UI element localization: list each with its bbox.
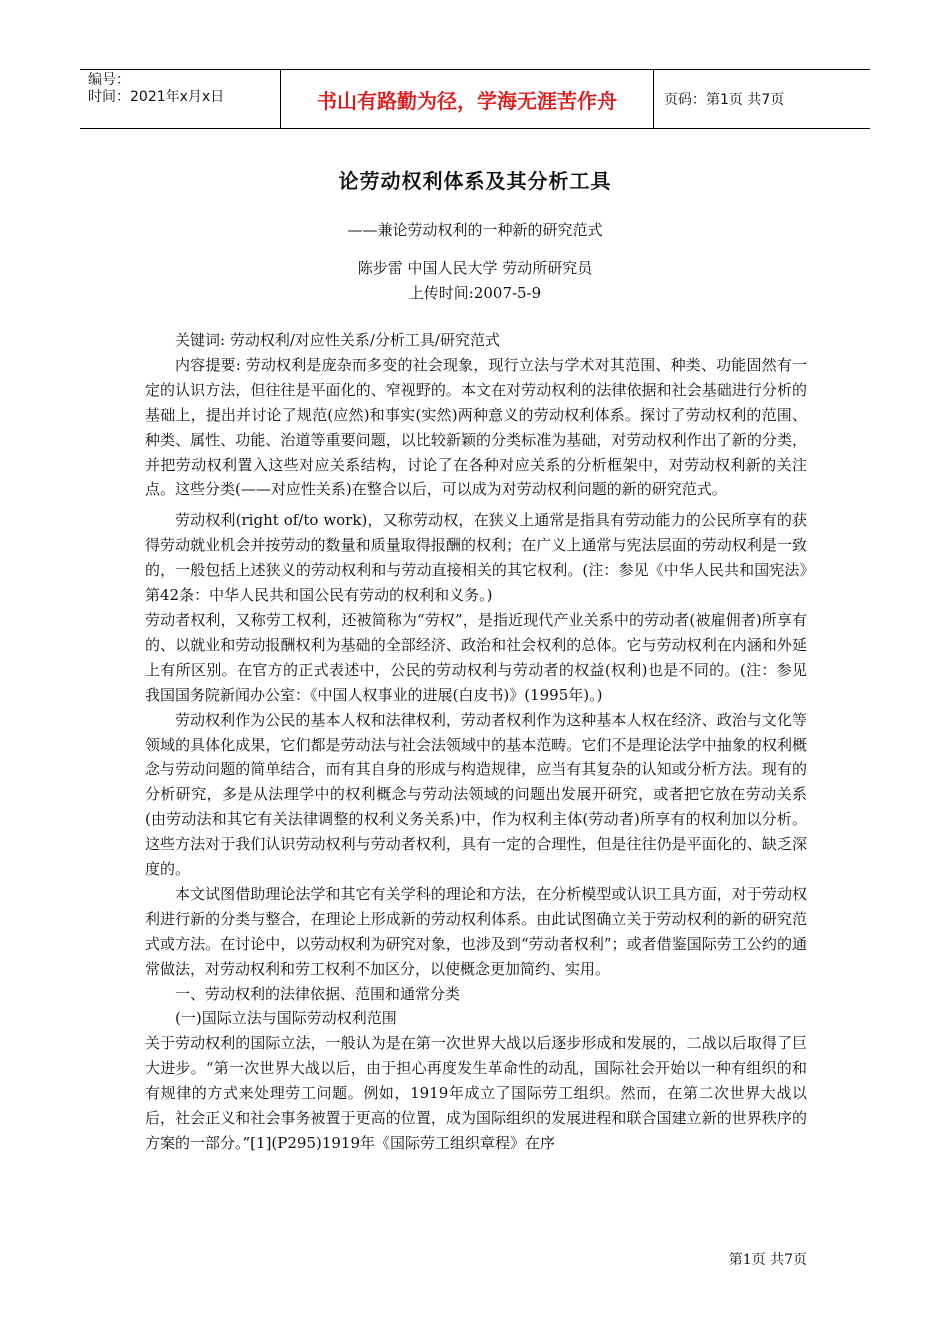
header-table — [80, 69, 870, 129]
body-paragraph: 本文试图借助理论法学和其它有关学科的理论和方法，在分析模型或认识工具方面，对于劳动权利进行新的分类与整合，在理论上形成新的劳动权利体系。由此试图确立关于劳动权利的新的研究范式或方法。在讨论中，以劳动权利为研究对象，也涉及到“劳动者权利”；或者借鉴国际劳工公约的通常做法，对劳动权利和劳工权利不加区分，以使概念更加简约、实用。 — [145, 884, 807, 978]
document-subtitle: ——兼论劳动权利的一种新的研究范式 — [347, 221, 603, 239]
abstract-paragraph: 内容提要: 劳动权利是庞杂而多变的社会现象，现行立法与学术对其范围、种类、功能固然有一定的认识方法，但往往是平面化的、窄视野的。本文在对劳动权利的法律依据和社会基础进行分析的基础上，提出并讨论了规范(应然)和事实(实然)两种意义的劳动权利体系。探讨了劳动权利的范围、种类、属性、功能、治道等重要问题，以比较新颖的分类标准为基础，对劳动权利作出了新的分类，并把劳动权利置入这些对应关系结构，讨论了在各种对应关系的分析框架中，对劳动权利新的关注点。这些分类(——对应性关系)在整合以后，可以成为对劳动权利问题的新的研究范式。 — [145, 355, 807, 499]
author-line: 陈步雷 中国人民大学 劳动所研究员 — [357, 259, 593, 277]
body-paragraph: 劳动者权利，又称劳工权利，还被简称为“劳权”，是指近现代产业关系中的劳动者(被雇佣者)所享有的、以就业和劳动报酬权利为基础的全部经济、政治和社会权利的总体。它与劳动权利在内涵和外延上有所区别。在官方的正式表述中，公民的劳动权利与劳动者的权益(权利)也是不同的。(注：参见我国国务院新闻办公室：《中国人权事业的进展(白皮书)》(1995年)。) — [145, 610, 807, 704]
keywords-paragraph: 关键词: 劳动权利/对应性关系/分析工具/研究范式 — [175, 331, 500, 349]
number-label: 编号： — [88, 72, 130, 88]
header-meta-cell — [80, 70, 281, 128]
page-code: 页码：第1页 共7页 — [664, 92, 785, 108]
document-title: 论劳动权利体系及其分析工具 — [338, 169, 612, 193]
time-label: 时间：2021年x月x日 — [88, 89, 225, 105]
upload-time: 上传时间:2007-5-9 — [408, 284, 542, 302]
page-footer: 第1页 共7页 — [728, 1252, 807, 1268]
body-paragraph: 劳动权利(right of/to work)，又称劳动权，在狭义上通常是指具有劳动能力的公民所享有的获得劳动就业机会并按劳动的数量和质量取得报酬的权利；在广义上通常与宪法层面的劳动权利是一致的，一般包括上述狭义的劳动权利和与劳动直接相关的其它权利。(注：参见《中华人民共和国宪法》第42条：中华人民共和国公民有劳动的权利和义务。) — [145, 511, 807, 605]
body-paragraph: 关于劳动权利的国际立法，一般认为是在第一次世界大战以后逐步形成和发展的，二战以后取得了巨大进步。“第一次世界大战以后，由于担心再度发生革命性的动乱，国际社会开始以一种有组织的和有规律的方式来处理劳工问题。例如，1919年成立了国际劳工组织。然而，在第二次世界大战以后，社会正义和社会事务被置于更高的位置，成为国际组织的发展进程和联合国建立新的世界秩序的方案的一部分。”[1](P295)1919年《国际劳工组织章程》在序 — [145, 1034, 807, 1152]
motto: 书山有路勤为径，学海无涯苦作舟 — [281, 70, 654, 128]
body-paragraph: 劳动权利作为公民的基本人权和法律权利，劳动者权利作为这种基本人权在经济、政治与文化等领域的具体化成果，它们都是劳动法与社会法领域中的基本范畴。它们不是理论法学中抽象的权利概念与劳动问题的简单结合，而有其自身的形成与构造规律，应当有其复杂的认知或分析方法。现有的分析研究，多是从法理学中的权利概念与劳动法领域的问题出发展开研究，或者把它放在劳动关系(由劳动法和其它有关法律调整的权利义务关系)中，作为权利主体(劳动者)所享有的权利加以分析。这些方法对于我们认识劳动权利与劳动者权利，具有一定的合理性，但是往往仍是平面化的、缺乏深度的。 — [145, 710, 807, 879]
section-heading: 一、劳动权利的法律依据、范围和通常分类 — [175, 984, 461, 1003]
subsection-heading: (一)国际立法与国际劳动权利范围 — [175, 1009, 397, 1028]
document-body — [145, 328, 807, 1156]
